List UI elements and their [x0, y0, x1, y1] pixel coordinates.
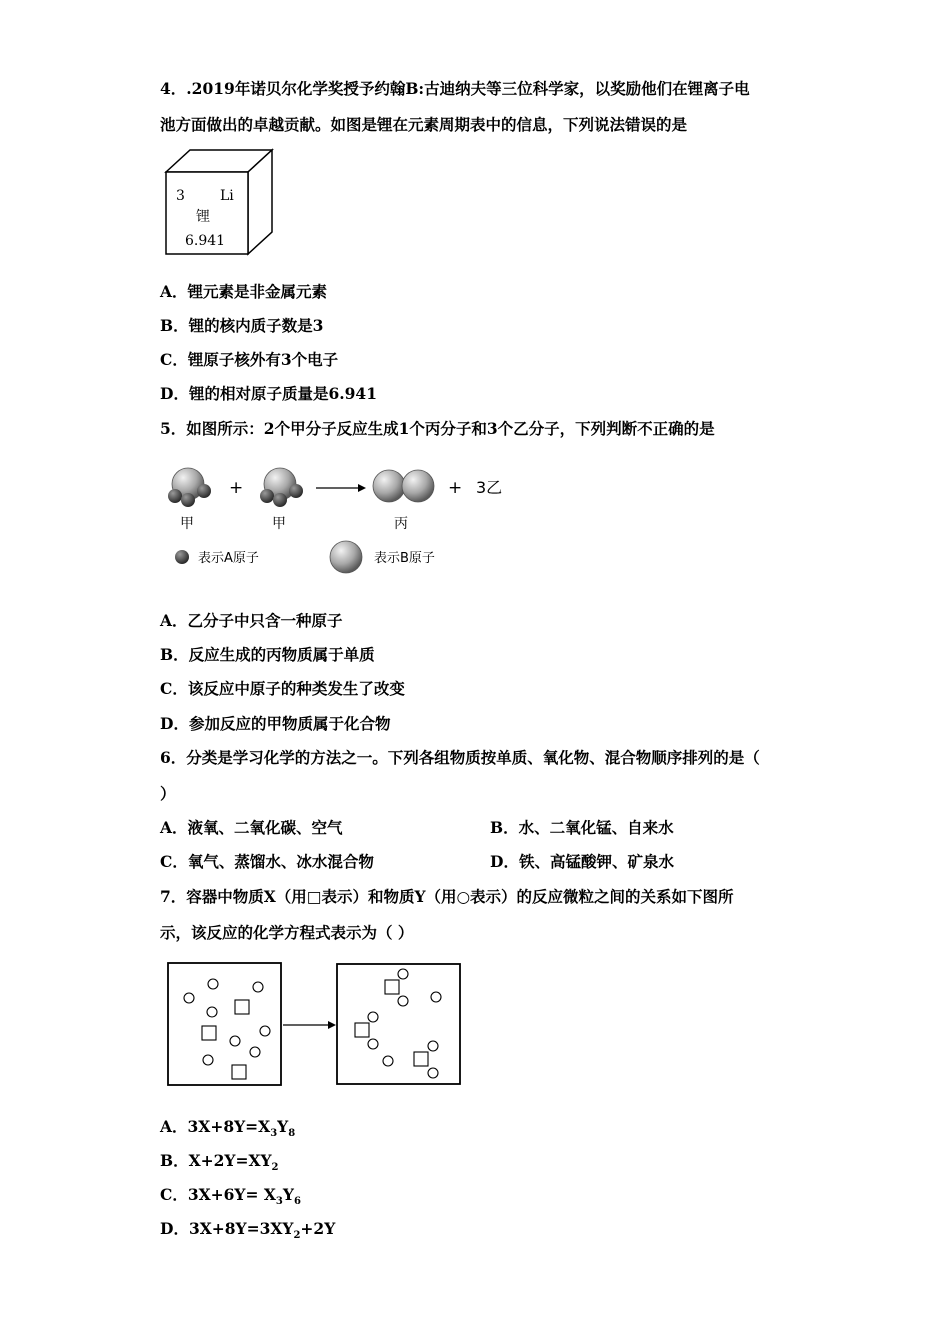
- q6-stem-line2: ）: [160, 784, 176, 803]
- molecule-reaction-diagram: [160, 455, 530, 585]
- q4-option-a[interactable]: A．锂元素是非金属元素: [160, 282, 328, 301]
- molecule-jia-1: [168, 468, 211, 507]
- legend-a-atom-icon: [175, 550, 189, 564]
- q7-option-a-text: A．3X+8Y=X: [160, 1117, 271, 1136]
- q6-option-d[interactable]: D．铁、高锰酸钾、矿泉水: [490, 852, 674, 871]
- q5-option-a[interactable]: A．乙分子中只含一种原子: [160, 611, 343, 630]
- q7-option-b[interactable]: [160, 1152, 279, 1174]
- q5-option-c[interactable]: C．该反应中原子的种类发生了改变: [160, 679, 405, 698]
- label-bing: 丙: [394, 516, 408, 532]
- legend-b-atom-icon: [330, 541, 362, 573]
- lithium-element-cell-figure: [160, 148, 280, 258]
- atomic-number: 3: [176, 188, 185, 204]
- q7-option-c-sub2: 6: [293, 1196, 301, 1208]
- q7-option-a-mid: Y: [277, 1117, 289, 1136]
- q7-option-c[interactable]: [160, 1186, 301, 1208]
- molecule-jia-2: [260, 468, 303, 507]
- q7-option-a-sub1: 3: [270, 1128, 278, 1140]
- product-yi-count: 3乙: [476, 478, 503, 497]
- q7-stem-line1: 7．容器中物质X（用□表示）和物质Y（用○表示）的反应微粒之间的关系如下图所: [160, 887, 734, 906]
- q4-stem-line2: 池方面做出的卓越贡献。如图是锂在元素周期表中的信息，下列说法错误的是: [160, 115, 688, 134]
- q7-option-c-sub1: 3: [275, 1196, 283, 1208]
- q7-option-a-sub2: 8: [288, 1128, 296, 1140]
- q4-option-b[interactable]: B．锂的核内质子数是3: [160, 316, 324, 335]
- container-arrow: [283, 1021, 336, 1029]
- label-jia-1: 甲: [180, 516, 194, 532]
- q7-option-b-sub1: 2: [271, 1162, 279, 1174]
- q6-option-a[interactable]: A．液氧、二氧化碳、空气: [160, 818, 343, 837]
- q6-option-b[interactable]: B．水、二氧化锰、自来水: [490, 818, 674, 837]
- q5-stem: 5．如图所示：2个甲分子反应生成1个丙分子和3个乙分子，下列判断不正确的是: [160, 419, 715, 438]
- q5-option-d[interactable]: D．参加反应的甲物质属于化合物: [160, 714, 391, 733]
- element-symbol: Li: [220, 188, 234, 204]
- legend-b-text: 表示B原子: [374, 551, 435, 566]
- q7-option-d-tail: +2Y: [300, 1219, 336, 1238]
- q7-option-d[interactable]: [160, 1220, 335, 1242]
- plus-sign-1: +: [229, 478, 244, 498]
- q5-option-b[interactable]: B．反应生成的丙物质属于单质: [160, 645, 375, 664]
- molecule-bing: [373, 470, 434, 502]
- q6-option-c[interactable]: C．氧气、蒸馏水、冰水混合物: [160, 852, 374, 871]
- reaction-arrow: [316, 484, 366, 492]
- element-name: 锂: [196, 209, 210, 225]
- container-before: [168, 963, 281, 1085]
- q7-option-d-sub1: 2: [293, 1230, 301, 1242]
- q7-stem-line2: 示，该反应的化学方程式表示为（ ）: [160, 923, 414, 942]
- q4-option-d[interactable]: D．锂的相对原子质量是6.941: [160, 384, 377, 403]
- q7-option-c-text: C．3X+6Y= X: [160, 1185, 276, 1204]
- label-jia-2: 甲: [272, 516, 286, 532]
- plus-sign-2: +: [448, 478, 463, 498]
- legend-a-text: 表示A原子: [198, 551, 259, 566]
- particle-container-diagram: [160, 955, 470, 1095]
- q4-stem-line1: 4．.2019年诺贝尔化学奖授予约翰B:古迪纳夫等三位科学家，以奖励他们在锂离子电: [160, 79, 750, 98]
- q4-option-c[interactable]: C．锂原子核外有3个电子: [160, 350, 339, 369]
- atomic-mass: 6.941: [185, 233, 226, 249]
- q7-option-d-text: D．3X+8Y=3XY: [160, 1219, 294, 1238]
- q6-stem-line1: 6．分类是学习化学的方法之一。下列各组物质按单质、氧化物、混合物顺序排列的是（: [160, 748, 760, 767]
- q7-option-b-text: B．X+2Y=XY: [160, 1151, 272, 1170]
- container-after: [337, 964, 460, 1084]
- q7-option-c-mid: Y: [282, 1185, 294, 1204]
- q7-option-a[interactable]: [160, 1118, 295, 1140]
